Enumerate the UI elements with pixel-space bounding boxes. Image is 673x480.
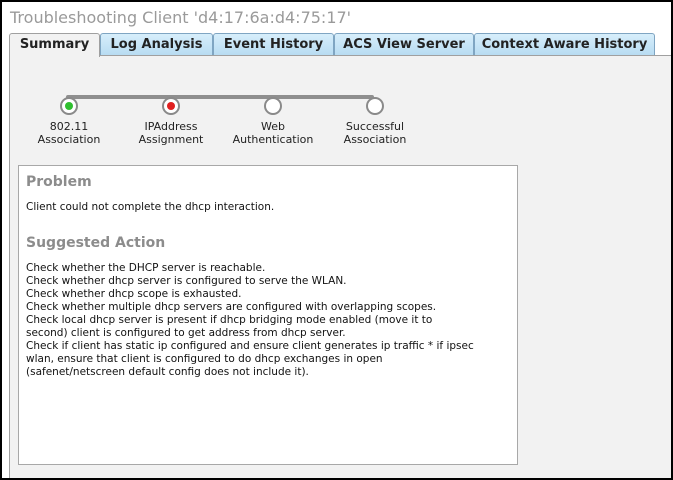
step-label-association (14, 120, 124, 146)
success-dot-icon (65, 102, 73, 110)
step-label-line: Association (343, 133, 407, 146)
suggested-action-line: Check whether multiple dhcp servers are configured with overlapping scopes. (26, 301, 437, 313)
tab-event-history[interactable]: Event History (213, 33, 334, 55)
tab-acs-view-server[interactable]: ACS View Server (334, 33, 474, 55)
step-status-indicator (60, 97, 78, 115)
suggested-action-heading: Suggested Action (26, 235, 166, 251)
step-label-line: Assignment (138, 133, 204, 146)
failure-dot-icon (167, 102, 175, 110)
suggested-action-line: Check if client has static ip configured and ensure client generates ip traffic * if ipsec (26, 340, 474, 352)
window-title: Troubleshooting Client 'd4:17:6a:d4:75:17' (10, 8, 352, 27)
suggested-action-line: Check local dhcp server is present if dhcp bridging mode enabled (move it to (26, 314, 433, 326)
step-label-line: Association (37, 133, 101, 146)
step-label-ip-assignment (116, 120, 226, 146)
suggested-action-line: Check whether dhcp server is configured to serve the WLAN. (26, 275, 347, 287)
problem-text: Client could not complete the dhcp interaction. (26, 201, 275, 213)
suggested-action-line: (safenet/netscreen default config does not include it). (26, 366, 309, 378)
problem-details-box (18, 165, 518, 465)
step-label-line: Successful (345, 120, 405, 133)
suggested-action-list (26, 262, 511, 379)
suggested-action-line: wlan, ensure that client is configured to do dhcp exchanges in open (26, 353, 383, 365)
step-label-line: 802.11 (49, 120, 89, 133)
tab-context-aware-history[interactable]: Context Aware History (474, 33, 655, 55)
step-label-web-authentication (218, 120, 328, 146)
step-status-indicator (366, 97, 384, 115)
step-label-line: Web (261, 120, 285, 133)
progress-line (66, 95, 374, 99)
tab-log-analysis[interactable]: Log Analysis (100, 33, 213, 55)
step-status-indicator (264, 97, 282, 115)
suggested-action-line: Check whether the DHCP server is reachable. (26, 262, 266, 274)
suggested-action-line: second) client is configured to get address from dhcp server. (26, 327, 346, 339)
step-status-indicator (162, 97, 180, 115)
problem-heading: Problem (26, 174, 92, 190)
step-label-successful-association (320, 120, 430, 146)
suggested-action-line: Check whether dhcp scope is exhausted. (26, 288, 242, 300)
tab-summary[interactable]: Summary (9, 33, 100, 57)
step-label-line: Authentication (232, 133, 314, 146)
step-label-line: IPAddress (144, 120, 198, 133)
